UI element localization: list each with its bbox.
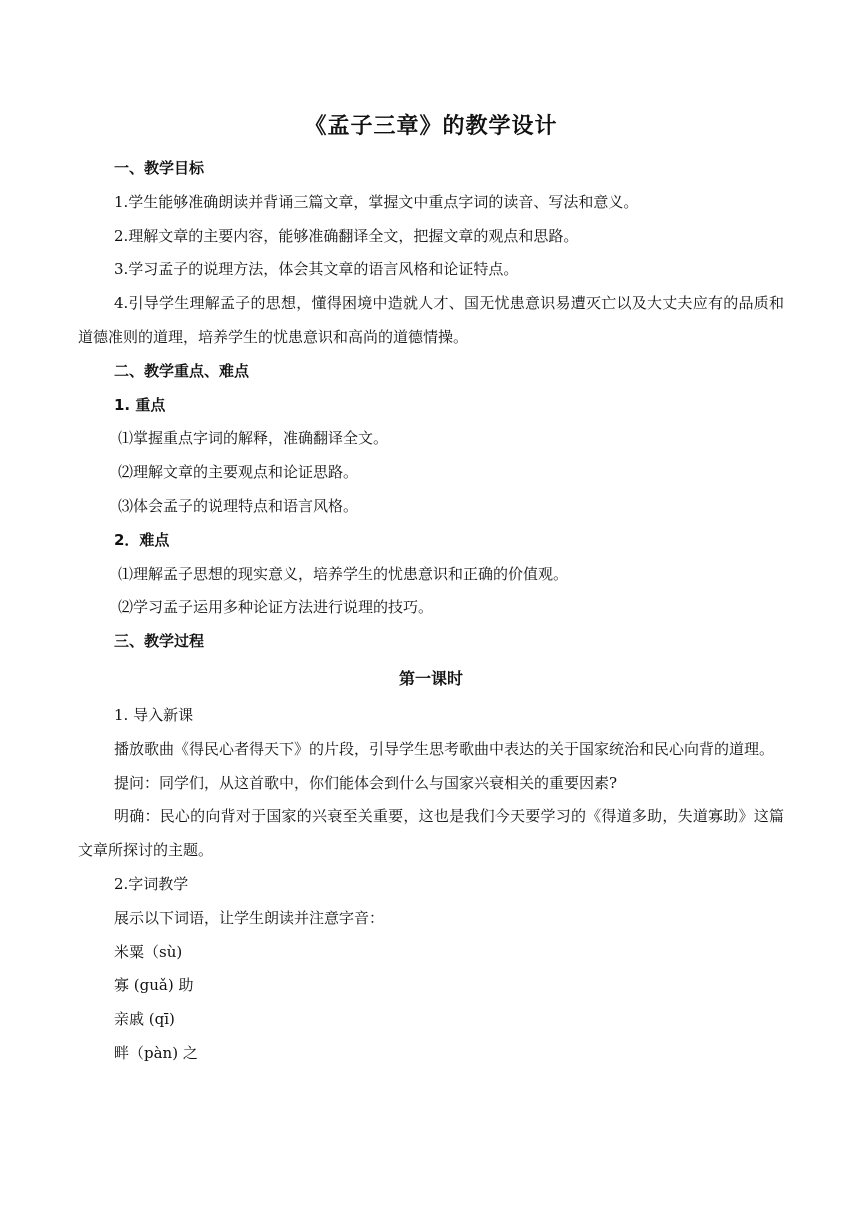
document-content	[78, 112, 784, 1071]
goal-item: 1.学生能够准确朗读并背诵三篇文章，掌握文中重点字词的读音、写法和意义。	[114, 192, 639, 211]
subheading-difficult-points: 2．难点	[114, 530, 170, 549]
difficult-point-item: ⑴理解孟子思想的现实意义，培养学生的忧患意识和正确的价值观。	[118, 564, 569, 583]
section-heading-key-difficult-points: 二、教学重点、难点	[114, 361, 250, 380]
vocab-word: 寡 (guǎ) 助	[114, 976, 194, 995]
section-heading-teaching-goals: 一、教学目标	[114, 159, 205, 177]
key-point-item: ⑴掌握重点字词的解释，准确翻译全文。	[118, 429, 389, 448]
paragraph: 播放歌曲《得民心者得天下》的片段，引导学生思考歌曲中表达的关于国家统治和民心向背的道理。	[114, 739, 775, 758]
difficult-point-item: ⑵学习孟子运用多种论证方法进行说理的技巧。	[118, 598, 434, 617]
paragraph: 明确：民心的向背对于国家的兴衰至关重要，这也是我们今天要学习的《得道多助，失道寡助》这篇文章所探讨的主题。	[78, 807, 784, 860]
vocab-word: 畔（pàn) 之	[114, 1043, 198, 1062]
document-title: 《孟子三章》的教学设计	[304, 114, 558, 139]
vocab-word: 米粟（sù)	[114, 942, 183, 961]
step-heading: 1. 导入新课	[114, 705, 194, 724]
section-heading-teaching-process: 三、教学过程	[114, 632, 205, 651]
goal-item: 3.学习孟子的说理方法，体会其文章的语言风格和论证特点。	[114, 260, 519, 279]
key-point-item: ⑶体会孟子的说理特点和语言风格。	[118, 496, 359, 515]
goal-item: 2.理解文章的主要内容，能够准确翻译全文，把握文章的观点和思路。	[114, 226, 579, 245]
lesson-heading: 第一课时	[398, 668, 463, 688]
step-heading: 2.字词教学	[114, 874, 189, 893]
vocab-word: 亲戚 (qī)	[114, 1010, 175, 1029]
paragraph: 展示以下词语，让学生朗读并注意字音：	[114, 908, 385, 927]
goal-item: 4.引导学生理解孟子的思想，懂得困境中造就人才、国无忧患意识易遭灭亡以及大丈夫应有的品质和道德准则的道理，培养学生的忧患意识和高尚的道德情操。	[78, 294, 784, 346]
key-point-item: ⑵理解文章的主要观点和论证思路。	[118, 463, 359, 482]
paragraph: 提问：同学们，从这首歌中，你们能体会到什么与国家兴衰相关的重要因素?	[114, 773, 618, 792]
subheading-key-points: 1. 重点	[114, 395, 166, 414]
